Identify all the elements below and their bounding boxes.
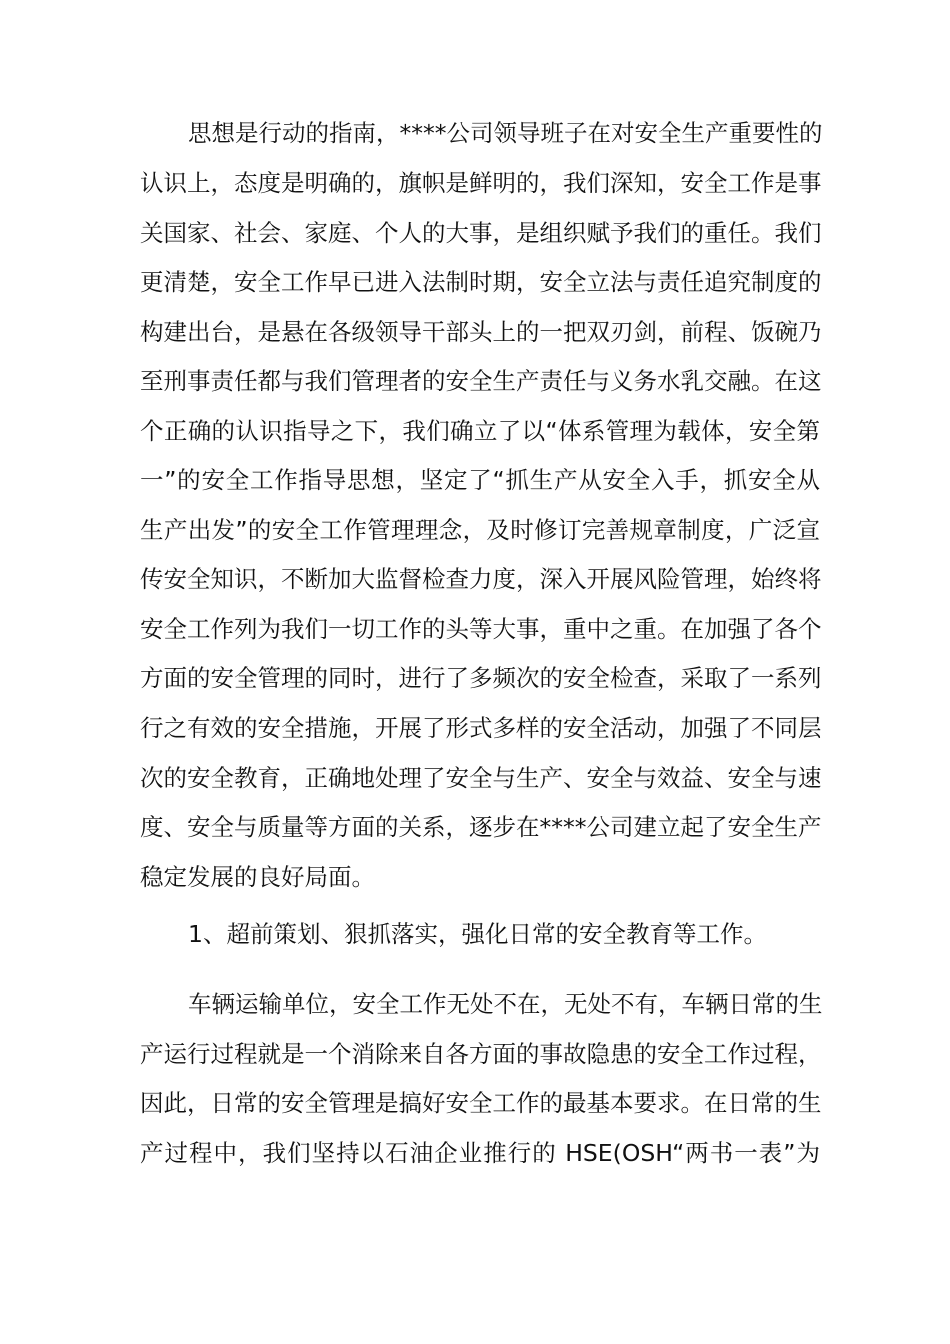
paragraph-1-line-11: 安全工作列为我们一切工作的头等大事，重中之重。在加强了各个 — [140, 615, 822, 643]
paragraph-2-line-2: 产运行过程就是一个消除来自各方面的事故隐患的安全工作过程， — [140, 1040, 822, 1068]
section-heading: 1、超前策划、狠抓落实，强化日常的安全教育等工作。 — [188, 920, 767, 948]
paragraph-1-line-16: 稳定发展的良好局面。 — [140, 863, 375, 891]
paragraph-2-line-4: 产过程中，我们坚持以石油企业推行的 HSE(OSH“两书一表”为 — [140, 1139, 820, 1167]
paragraph-1-line-10: 传安全知识，不断加大监督检查力度，深入开展风险管理，始终将 — [140, 565, 822, 593]
paragraph-1-line-13: 行之有效的安全措施，开展了形式多样的安全活动，加强了不同层 — [140, 714, 822, 742]
paragraph-1-line-9: 生产出发”的安全工作管理理念，及时修订完善规章制度，广泛宣 — [140, 516, 820, 544]
paragraph-1-line-14: 次的安全教育，正确地处理了安全与生产、安全与效益、安全与速 — [140, 764, 822, 792]
paragraph-2-line-3: 因此，日常的安全管理是搞好安全工作的最基本要求。在日常的生 — [140, 1089, 822, 1117]
paragraph-1-line-4: 更清楚，安全工作早已进入法制时期，安全立法与责任追究制度的 — [140, 268, 822, 296]
paragraph-1-line-1: 思想是行动的指南，****公司领导班子在对安全生产重要性的 — [188, 119, 823, 147]
paragraph-1-line-15: 度、安全与质量等方面的关系，逐步在****公司建立起了安全生产 — [140, 813, 822, 841]
paragraph-1-line-3: 关国家、社会、家庭、个人的大事，是组织赋予我们的重任。我们 — [140, 219, 822, 247]
paragraph-1-line-7: 个正确的认识指导之下，我们确立了以“体系管理为载体，安全第 — [140, 417, 820, 445]
paragraph-1-line-2: 认识上，态度是明确的，旗帜是鲜明的，我们深知，安全工作是事 — [140, 169, 822, 197]
paragraph-1-line-12: 方面的安全管理的同时，进行了多频次的安全检查，采取了一系列 — [140, 664, 822, 692]
paragraph-1-line-5: 构建出台，是悬在各级领导干部头上的一把双刃剑，前程、饭碗乃 — [140, 318, 822, 346]
paragraph-2-line-1: 车辆运输单位，安全工作无处不在，无处不有，车辆日常的生 — [188, 990, 823, 1018]
paragraph-1-line-8: 一”的安全工作指导思想，坚定了“抓生产从安全入手，抓安全从 — [140, 466, 820, 494]
paragraph-1-line-6: 至刑事责任都与我们管理者的安全生产责任与义务水乳交融。在这 — [140, 367, 822, 395]
